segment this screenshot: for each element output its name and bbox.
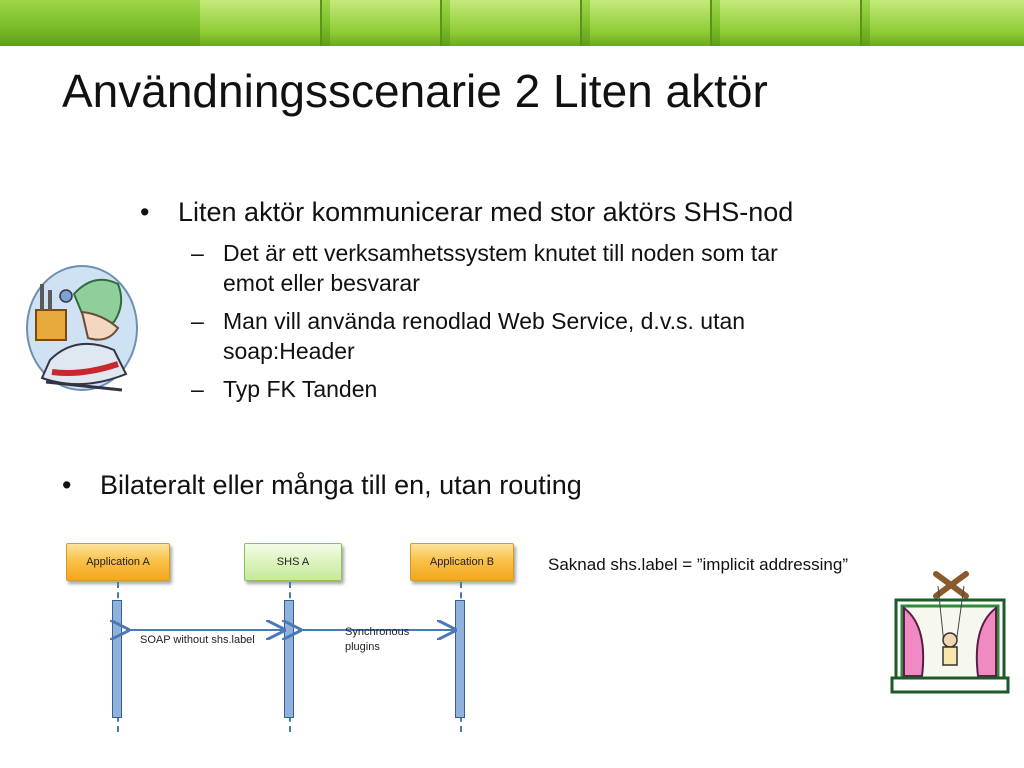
participant-shs-a: SHS A bbox=[244, 543, 342, 581]
sub-bullet-dash: – bbox=[191, 240, 204, 266]
message-label-soap: SOAP without shs.label bbox=[140, 634, 255, 646]
sub-bullet-1-line-1: Det är ett verksamhetssystem knutet till noden som tar bbox=[223, 240, 778, 266]
sub-bullet-dash: – bbox=[191, 376, 204, 402]
bullet-dot: • bbox=[140, 197, 150, 227]
sub-bullet-2-line-2: soap:Header bbox=[223, 338, 355, 364]
sub-bullet-dash: – bbox=[191, 308, 204, 334]
bullet-2-text: Bilateralt eller många till en, utan routing bbox=[100, 470, 582, 500]
sub-bullet-2-line-1: Man vill använda renodlad Web Service, d.v.s. utan bbox=[223, 308, 746, 334]
puppet-theater-clipart bbox=[888, 566, 1010, 698]
message-label-sync-line-1: Synchronous bbox=[345, 626, 410, 638]
participant-application-b: Application B bbox=[410, 543, 514, 581]
sub-bullet-1-line-2: emot eller besvarar bbox=[223, 270, 420, 296]
bullet-dot: • bbox=[62, 470, 72, 500]
sub-bullet-3-line-1: Typ FK Tanden bbox=[223, 376, 378, 402]
slide-title: Användningsscenarie 2 Liten aktör bbox=[62, 65, 768, 117]
message-label-sync-line-2: plugins bbox=[345, 641, 380, 653]
bullet-1-text: Liten aktör kommunicerar med stor aktörs SHS-nod bbox=[178, 197, 794, 227]
message-label-sync bbox=[345, 625, 409, 655]
implicit-addressing-note: Saknad shs.label = ”implicit addressing” bbox=[548, 555, 849, 574]
participant-application-a: Application A bbox=[66, 543, 170, 581]
